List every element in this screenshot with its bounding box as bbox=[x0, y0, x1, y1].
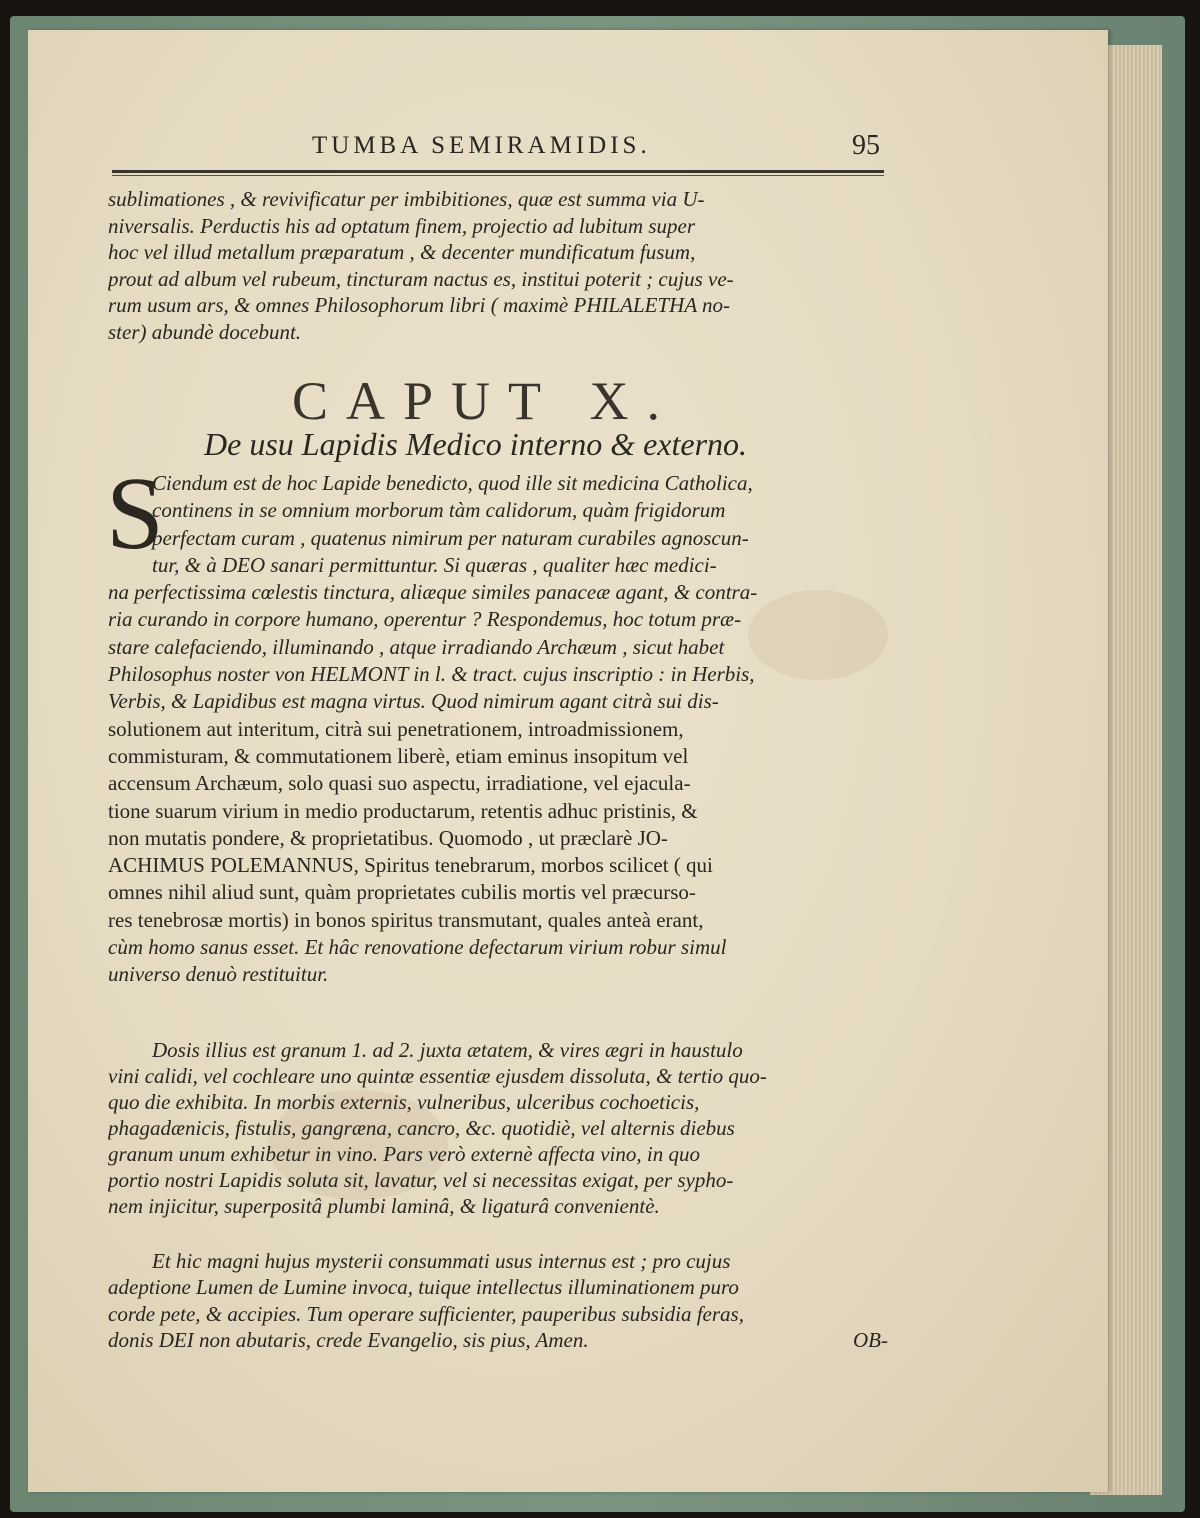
text-line: rum usum ars, & omnes Philosophorum libri ( maximè PHILALETHA no- bbox=[108, 293, 731, 317]
text-line: commisturam, & commutationem liberè, etiam eminus insopitum vel bbox=[108, 743, 689, 768]
text-line: niversalis. Perductis his ad optatum finem, projectio ad lubitum super bbox=[108, 213, 695, 238]
last-line-row bbox=[108, 1327, 888, 1353]
text-line: ACHIMUS POLEMANNUS, Spiritus tenebrarum, morbos scilicet ( qui bbox=[108, 853, 713, 878]
drop-cap: S bbox=[106, 456, 164, 571]
text-line: Verbis, & Lapidibus est magna virtus. Quod nimirum agant citrà sui dis- bbox=[108, 689, 719, 714]
text-line: corde pete, & accipies. Tum operare sufficienter, pauperibus subsidia feras, bbox=[108, 1301, 744, 1326]
chapter-subtitle: De usu Lapidis Medico interno & externo. bbox=[204, 426, 748, 462]
text-line: accensum Archæum, solo quasi suo aspectu, irradiatione, vel ejacula- bbox=[108, 771, 691, 796]
page-number: 95 bbox=[852, 130, 880, 161]
text-line: omnes nihil aliud sunt, quàm proprietates cubilis mortis vel præcurso- bbox=[108, 880, 696, 905]
text-line: stare calefaciendo, illuminando , atque irradiando Archæum , sicut habet bbox=[108, 634, 725, 659]
text-line: perfectam curam , quatenus nimirum per naturam curabiles agnoscun- bbox=[152, 525, 749, 550]
text-line: Ciendum est de hoc Lapide benedicto, quod ille sit medicina Catholica, bbox=[152, 471, 753, 495]
text-line: Dosis illius est granum 1. ad 2. juxta ætatem, & vires ægri in haustulo bbox=[152, 1038, 743, 1062]
text-line: non mutatis pondere, & proprietatibus. Quomodo , ut præclarè JO- bbox=[108, 825, 668, 850]
text-line: universo denuò restituitur. bbox=[108, 962, 329, 987]
text-line: portio nostri Lapidis soluta sit, lavatur, vel si necessitas exigat, per sypho- bbox=[108, 1168, 734, 1192]
text-line: granum unum exhibetur in vino. Pars verò externè affecta vino, in quo bbox=[108, 1142, 700, 1166]
header-rule bbox=[112, 170, 884, 173]
text-line: ria curando in corpore humano, operentur ? Respondemus, hoc totum præ- bbox=[108, 607, 742, 632]
text-line: tione suarum virium in medio productarum, retentis adhuc pristinis, & bbox=[108, 798, 698, 823]
catchword: OB- bbox=[853, 1327, 888, 1352]
text-line: continens in se omnium morborum tàm calidorum, quàm frigidorum bbox=[152, 498, 726, 523]
text-line: res tenebrosæ mortis) in bonos spiritus transmutant, quales anteà erant, bbox=[108, 907, 704, 932]
text-line: nem injicitur, superpositâ plumbi laminâ, & ligaturâ convenientè. bbox=[108, 1194, 660, 1218]
paragraph-dose bbox=[108, 1037, 888, 1219]
text-line: na perfectissima cœlestis tinctura, aliæque similes panaceæ agant, & contra- bbox=[108, 580, 758, 605]
text-line: tur, & à DEO sanari permittuntur. Si quæras , qualiter hæc medici- bbox=[152, 552, 717, 577]
paragraph-main bbox=[108, 470, 888, 989]
text-line: Et hic magni hujus mysterii consummati usus internus est ; pro cujus bbox=[152, 1249, 731, 1273]
paragraph-final bbox=[108, 1248, 888, 1353]
text-line: quo die exhibita. In morbis externis, vulneribus, ulceribus cochoeticis, bbox=[108, 1090, 700, 1114]
text-line: vini calidi, vel cochleare uno quintæ essentiæ ejusdem dissoluta, & tertio quo- bbox=[108, 1064, 767, 1088]
header-rule-thin bbox=[112, 175, 884, 176]
text-line: cùm homo sanus esset. Et hâc renovatione defectarum virium robur simul bbox=[108, 935, 727, 960]
text-line: prout ad album vel rubeum, tincturam nactus es, institui poterit ; cujus ve- bbox=[108, 266, 734, 291]
chapter-title: CAPUT X. bbox=[292, 371, 679, 431]
running-head: TUMBA SEMIRAMIDIS. bbox=[312, 132, 651, 159]
text-line: sublimationes , & revivificatur per imbibitiones, quæ est summa via U- bbox=[108, 187, 705, 211]
text-line: solutionem aut interitum, citrà sui penetrationem, introadmissionem, bbox=[108, 716, 684, 741]
text-line: adeptione Lumen de Lumine invoca, tuique intellectus illuminationem puro bbox=[108, 1275, 739, 1300]
text-line: phagadænicis, fistulis, gangræna, cancro, &c. quotidiè, vel alternis diebus bbox=[108, 1116, 735, 1140]
text-line: donis DEI non abutaris, crede Evangelio, sis pius, Amen. bbox=[108, 1327, 589, 1352]
paragraph-continued bbox=[108, 186, 888, 345]
text-line: ster) abundè docebunt. bbox=[108, 319, 302, 344]
text-line: hoc vel illud metallum præparatum , & decenter mundificatum fusum, bbox=[108, 240, 696, 264]
text-line: Philosophus noster von HELMONT in l. & tract. cujus inscriptio : in Herbis, bbox=[108, 662, 755, 687]
